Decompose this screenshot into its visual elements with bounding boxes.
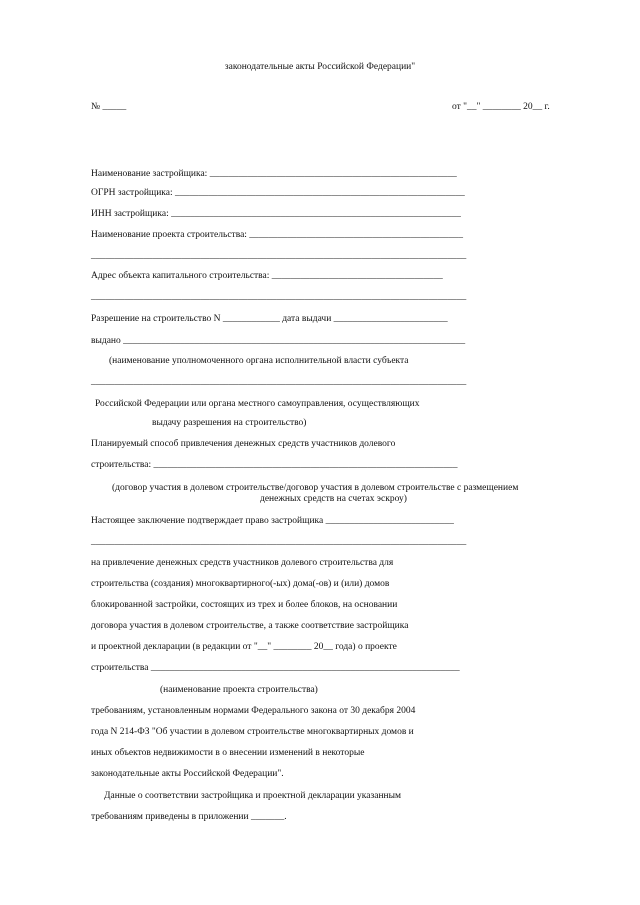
project-name-line: Наименование проекта строительства: _____________________________________________ xyxy=(91,230,464,240)
issued-line: выдано ________________________________________________________________________ xyxy=(91,336,466,346)
construction-line: строительства: ________________________________________________________________ xyxy=(91,460,458,470)
document-date: от "__" ________ 20__ г. xyxy=(452,102,550,112)
body-line-4: договора участия в долевом строительстве, а также соответствие застройщика xyxy=(91,621,409,631)
contract-caption-cont: денежных средств на счетах эскроу) xyxy=(260,494,407,504)
issuer-caption-cont-1: Российской Федерации или органа местного самоуправления, осуществляющих xyxy=(95,399,420,409)
permit-line: Разрешение на строительство N ____________ дата выдачи ________________________ xyxy=(91,314,448,324)
issuer-blank-line: _______________________________________________________________________________ xyxy=(91,377,467,387)
document-number: № _____ xyxy=(91,102,127,112)
body-line-5: и проектной декларации (в редакции от "__" ________ 20__ года) о проекте xyxy=(91,642,397,652)
conclusion-blank-line: _______________________________________________________________________________ xyxy=(91,537,467,547)
body-line-2: строительства (создания) многоквартирного(-ых) дома(-ов) и (или) домов xyxy=(91,579,390,589)
project-name-continuation: _______________________________________________________________________________ xyxy=(91,251,467,261)
body-line-8: года N 214-ФЗ "Об участии в долевом строительстве многоквартирных домов и xyxy=(91,727,414,737)
address-line: Адрес объекта капитального строительства: ____________________________________ xyxy=(91,271,443,281)
address-continuation: _______________________________________________________________________________ xyxy=(91,292,467,302)
body-line-7: требованиям, установленным нормами Федерального закона от 30 декабря 2004 xyxy=(91,706,416,716)
header-line: законодательные акты Российской Федерации" xyxy=(224,62,416,72)
body-line-6: строительства _________________________________________________________________ xyxy=(91,663,460,673)
body-line-11: Данные о соответствии застройщика и проектной декларации указанным xyxy=(104,791,402,801)
body-line-1: на привлечение денежных средств участников долевого строительства для xyxy=(91,558,394,568)
issuer-caption: (наименование уполномоченного органа исполнительной власти субъекта xyxy=(109,356,409,366)
inn-line: ИНН застройщика: _____________________________________________________________ xyxy=(91,209,461,219)
body-line-9: иных объектов недвижимости в о внесении изменений в некоторые xyxy=(91,748,365,758)
project-caption: (наименование проекта строительства) xyxy=(160,685,318,695)
funding-method-line: Планируемый способ привлечения денежных средств участников долевого xyxy=(91,439,396,449)
ogrn-line: ОГРН застройщика: _____________________________________________________________ xyxy=(91,188,465,198)
contract-caption: (договор участия в долевом строительстве/договор участия в долевом строительстве с размещением xyxy=(112,483,519,493)
body-line-10: законодательные акты Российской Федерации". xyxy=(91,769,284,779)
body-line-12: требованиям приведены в приложении _______. xyxy=(91,812,287,822)
body-line-3: блокированной застройки, состоящих из трех и более блоков, на основании xyxy=(91,600,398,610)
conclusion-line: Настоящее заключение подтверждает право застройщика ___________________________ xyxy=(91,516,454,526)
issuer-caption-cont-2: выдачу разрешения на строительство) xyxy=(152,418,307,428)
developer-name-line: Наименование застройщика: ____________________________________________________ xyxy=(91,169,457,179)
